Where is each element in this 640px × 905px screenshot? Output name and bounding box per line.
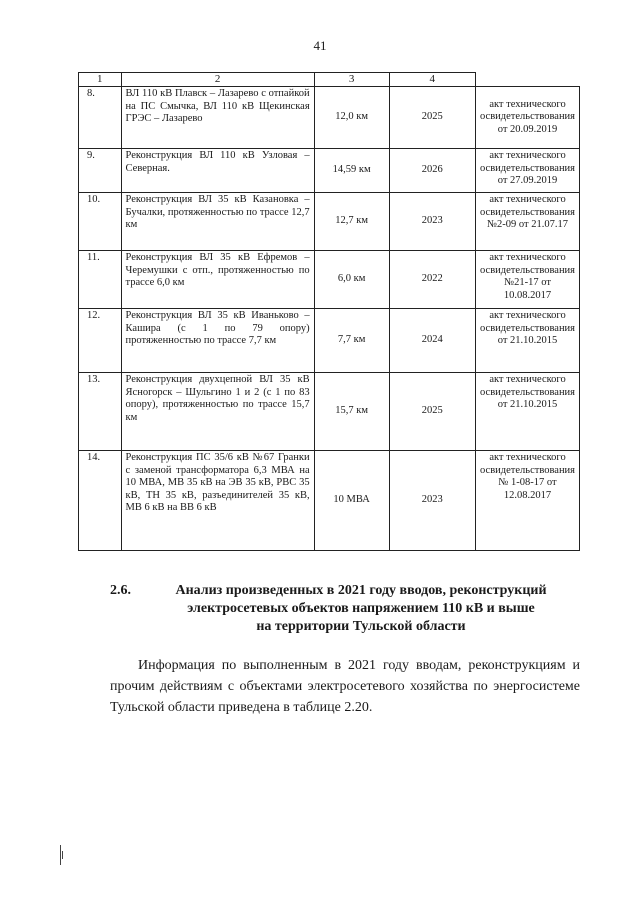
object-year: 2026 [389, 149, 476, 193]
section-title-line: Анализ произведенных в 2021 году вводов, реконструкций [175, 583, 547, 598]
object-value: 12,7 км [314, 193, 389, 251]
object-document: акт технического освидетельствования №21-17 от 10.08.2017 [476, 251, 580, 309]
object-value: 15,7 км [314, 373, 389, 451]
row-number: 11. [79, 251, 122, 309]
row-number: 12. [79, 309, 122, 373]
page-number: 41 [313, 38, 327, 53]
column-header: 2 [121, 73, 314, 87]
section-heading [110, 582, 570, 636]
table-row [79, 87, 580, 149]
objects-table [78, 72, 580, 551]
object-value: 6,0 км [314, 251, 389, 309]
table-row [79, 251, 580, 309]
row-number: 10. [79, 193, 122, 251]
object-value: 7,7 км [314, 309, 389, 373]
object-value: 12,0 км [314, 87, 389, 149]
object-year: 2023 [389, 193, 476, 251]
row-number: 8. [79, 87, 122, 149]
object-document: акт технического освидетельствования от 27.09.2019 [476, 149, 580, 193]
body-paragraph: Информация по выполненным в 2021 году вводам, реконструкциям и прочим действиям с объектами электросетевого хозяйства по энергосистеме Тульской области приведена в таблице 2.20. [110, 658, 580, 715]
object-name: ВЛ 110 кВ Плавск – Лазарево с отпайкой на ПС Смычка, ВЛ 110 кВ Щекинская ГРЭС – Лазарево [121, 87, 314, 149]
object-year: 2025 [389, 373, 476, 451]
object-year: 2023 [389, 451, 476, 551]
object-name: Реконструкция двухцепной ВЛ 35 кВ Ясногорск – Шульгино 1 и 2 (с 1 по 83 опору), протяженностью по трассе 15,7 км [121, 373, 314, 451]
object-document: акт технического освидетельствования №2-09 от 21.07.17 [476, 193, 580, 251]
table-row [79, 309, 580, 373]
object-year: 2022 [389, 251, 476, 309]
object-name: Реконструкция ВЛ 35 кВ Ефремов – Черемушки с отп., протяженностью по трассе 6,0 км [121, 251, 314, 309]
table-header-row [79, 73, 580, 87]
object-document: акт технического освидетельствования от 20.09.2019 [476, 87, 580, 149]
object-document: акт технического освидетельствования от 21.10.2015 [476, 309, 580, 373]
object-value: 14,59 км [314, 149, 389, 193]
table-row [79, 451, 580, 551]
object-name: Реконструкция ВЛ 35 кВ Казановка – Бучалки, протяженностью по трассе 12,7 км [121, 193, 314, 251]
object-name: Реконструкция ВЛ 110 кВ Узловая – Северная. [121, 149, 314, 193]
object-name: Реконструкция ПС 35/6 кВ №67 Гранки с заменой трансформатора 6,3 МВА на 10 МВА, МВ 35 кВ на ЭВ 35 кВ, РВС 35 кВ, ТН 35 кВ, разъединителей 35 кВ, МВ 6 кВ на ВВ 6 кВ [121, 451, 314, 551]
row-number: 9. [79, 149, 122, 193]
margin-mark [60, 845, 64, 865]
section-title-line: электросетевых объектов напряжением 110 кВ и выше [187, 601, 535, 616]
object-year: 2024 [389, 309, 476, 373]
row-number: 13. [79, 373, 122, 451]
object-name: Реконструкция ВЛ 35 кВ Иваньково – Кашира (с 1 по 79 опору) протяженностью по трассе 7,7 км [121, 309, 314, 373]
object-document: акт технического освидетельствования от 21.10.2015 [476, 373, 580, 451]
object-year: 2025 [389, 87, 476, 149]
column-header: 1 [79, 73, 122, 87]
table-row [79, 373, 580, 451]
object-value: 10 МВА [314, 451, 389, 551]
column-header: 4 [389, 73, 476, 87]
row-number: 14. [79, 451, 122, 551]
object-document: акт технического освидетельствования № 1-08-17 от 12.08.2017 [476, 451, 580, 551]
table-row [79, 149, 580, 193]
table-row [79, 193, 580, 251]
section-number: 2.6. [110, 583, 131, 598]
section-title-line: на территории Тульской области [256, 619, 466, 634]
column-header: 3 [314, 73, 389, 87]
